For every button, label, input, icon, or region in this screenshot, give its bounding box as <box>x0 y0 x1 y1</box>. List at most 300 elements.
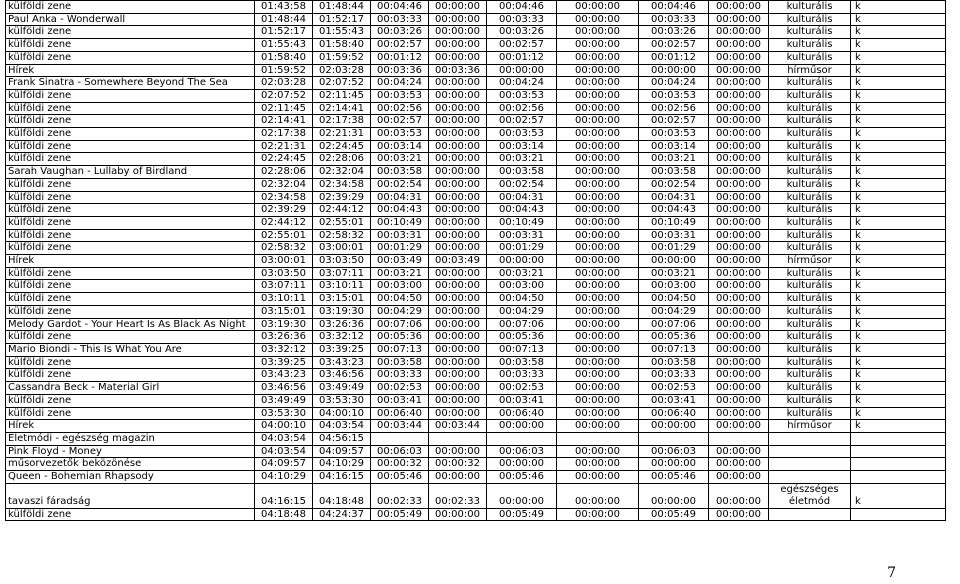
cell-category: kulturális <box>769 166 851 179</box>
cell-music-duration: 00:03:58 <box>487 356 557 369</box>
cell-category <box>769 458 851 471</box>
cell-end-time: 02:21:31 <box>313 128 371 141</box>
cell-music-duration: 00:02:54 <box>487 178 557 191</box>
cell-music-duration-2: 00:00:00 <box>639 420 709 433</box>
cell-category: kulturális <box>769 216 851 229</box>
cell-music-duration: 00:03:53 <box>487 89 557 102</box>
cell-category: hírműsor <box>769 64 851 77</box>
cell-news-duration: 00:00:00 <box>429 242 487 255</box>
cell-program-title: Frank Sinatra - Somewhere Beyond The Sea <box>6 77 255 90</box>
cell-news-duration: 00:03:36 <box>429 64 487 77</box>
cell-music-duration: 00:01:12 <box>487 51 557 64</box>
cell-duration: 00:03:21 <box>371 267 429 280</box>
cell-program-title: Életmódi - egészség magazin <box>6 432 255 445</box>
cell-end-time: 04:09:57 <box>313 445 371 458</box>
cell-other-duration: 00:00:00 <box>557 483 639 508</box>
cell-code: k <box>851 128 946 141</box>
table-row <box>6 26 946 39</box>
cell-duration: 00:03:31 <box>371 229 429 242</box>
cell-duration: 00:03:58 <box>371 166 429 179</box>
cell-start-time: 02:55:01 <box>255 229 313 242</box>
cell-end-time: 02:17:38 <box>313 115 371 128</box>
cell-program-title: külföldi zene <box>6 102 255 115</box>
cell-duration: 00:03:41 <box>371 394 429 407</box>
cell-other-duration-2: 00:00:00 <box>709 51 769 64</box>
cell-news-duration: 00:00:00 <box>429 166 487 179</box>
cell-music-duration: 00:00:00 <box>487 458 557 471</box>
cell-music-duration-2: 00:03:26 <box>639 26 709 39</box>
cell-start-time: 01:58:40 <box>255 51 313 64</box>
cell-program-title: Mario Biondi - This Is What You Are <box>6 343 255 356</box>
table-row <box>6 115 946 128</box>
cell-other-duration: 00:00:00 <box>557 216 639 229</box>
cell-start-time: 03:03:50 <box>255 267 313 280</box>
cell-music-duration-2: 00:01:12 <box>639 51 709 64</box>
cell-start-time: 04:10:29 <box>255 471 313 484</box>
cell-end-time: 03:00:01 <box>313 242 371 255</box>
cell-news-duration: 00:00:00 <box>429 394 487 407</box>
cell-news-duration: 00:00:00 <box>429 229 487 242</box>
cell-category: kulturális <box>769 242 851 255</box>
cell-music-duration: 00:04:29 <box>487 305 557 318</box>
cell-code <box>851 458 946 471</box>
cell-music-duration: 00:03:14 <box>487 140 557 153</box>
cell-duration: 00:03:14 <box>371 140 429 153</box>
cell-other-duration-2: 00:00:00 <box>709 356 769 369</box>
cell-news-duration: 00:03:49 <box>429 255 487 268</box>
cell-other-duration-2: 00:00:00 <box>709 445 769 458</box>
cell-start-time: 03:26:36 <box>255 331 313 344</box>
cell-category: kulturális <box>769 1 851 14</box>
cell-end-time: 02:34:58 <box>313 178 371 191</box>
cell-news-duration: 00:00:00 <box>429 204 487 217</box>
cell-music-duration-2: 00:03:33 <box>639 13 709 26</box>
table-row <box>6 51 946 64</box>
cell-code: k <box>851 356 946 369</box>
table-row <box>6 369 946 382</box>
cell-news-duration: 00:00:00 <box>429 471 487 484</box>
cell-end-time: 03:43:23 <box>313 356 371 369</box>
table-row <box>6 382 946 395</box>
cell-music-duration-2: 00:02:56 <box>639 102 709 115</box>
cell-start-time: 01:59:52 <box>255 64 313 77</box>
cell-news-duration: 00:00:00 <box>429 51 487 64</box>
cell-other-duration-2: 00:00:00 <box>709 64 769 77</box>
cell-other-duration-2: 00:00:00 <box>709 77 769 90</box>
cell-code: k <box>851 1 946 14</box>
cell-end-time: 01:59:52 <box>313 51 371 64</box>
cell-start-time: 01:55:43 <box>255 39 313 52</box>
cell-news-duration: 00:00:00 <box>429 318 487 331</box>
cell-end-time: 02:24:45 <box>313 140 371 153</box>
cell-other-duration-2: 00:00:00 <box>709 115 769 128</box>
cell-other-duration-2: 00:00:00 <box>709 267 769 280</box>
cell-music-duration-2: 00:03:58 <box>639 356 709 369</box>
table-row <box>6 166 946 179</box>
cell-end-time: 03:49:49 <box>313 382 371 395</box>
cell-music-duration-2: 00:06:03 <box>639 445 709 458</box>
cell-news-duration: 00:00:00 <box>429 178 487 191</box>
cell-music-duration: 00:10:49 <box>487 216 557 229</box>
cell-duration: 00:02:54 <box>371 178 429 191</box>
cell-end-time: 01:55:43 <box>313 26 371 39</box>
cell-music-duration-2: 00:04:29 <box>639 305 709 318</box>
cell-duration: 00:03:53 <box>371 128 429 141</box>
cell-start-time: 03:46:56 <box>255 382 313 395</box>
cell-code: k <box>851 178 946 191</box>
cell-music-duration-2: 00:03:33 <box>639 369 709 382</box>
cell-news-duration: 00:00:00 <box>429 115 487 128</box>
cell-start-time: 04:09:57 <box>255 458 313 471</box>
cell-other-duration-2: 00:00:00 <box>709 13 769 26</box>
cell-duration: 00:03:00 <box>371 280 429 293</box>
cell-start-time: 03:39:25 <box>255 356 313 369</box>
cell-music-duration-2: 00:03:31 <box>639 229 709 242</box>
cell-other-duration-2 <box>709 432 769 445</box>
cell-other-duration-2: 00:00:00 <box>709 89 769 102</box>
cell-other-duration: 00:00:00 <box>557 153 639 166</box>
cell-news-duration: 00:00:00 <box>429 39 487 52</box>
cell-code: k <box>851 293 946 306</box>
cell-other-duration: 00:00:00 <box>557 382 639 395</box>
cell-code: k <box>851 64 946 77</box>
cell-category <box>769 445 851 458</box>
cell-category: kulturális <box>769 115 851 128</box>
table-row <box>6 293 946 306</box>
cell-other-duration: 00:00:00 <box>557 26 639 39</box>
cell-music-duration-2: 00:07:06 <box>639 318 709 331</box>
cell-end-time: 03:10:11 <box>313 280 371 293</box>
cell-end-time: 02:28:06 <box>313 153 371 166</box>
cell-music-duration: 00:04:31 <box>487 191 557 204</box>
cell-news-duration: 00:00:00 <box>429 356 487 369</box>
cell-program-title: Cassandra Beck - Material Girl <box>6 382 255 395</box>
cell-other-duration: 00:00:00 <box>557 166 639 179</box>
cell-other-duration: 00:00:00 <box>557 89 639 102</box>
cell-other-duration-2: 00:00:00 <box>709 229 769 242</box>
cell-start-time: 03:19:30 <box>255 318 313 331</box>
cell-category: kulturális <box>769 293 851 306</box>
cell-other-duration: 00:00:00 <box>557 305 639 318</box>
cell-music-duration: 00:03:33 <box>487 13 557 26</box>
cell-category: kulturális <box>769 356 851 369</box>
cell-end-time: 03:32:12 <box>313 331 371 344</box>
cell-end-time: 04:03:54 <box>313 420 371 433</box>
cell-code: k <box>851 369 946 382</box>
cell-other-duration-2: 00:00:00 <box>709 153 769 166</box>
cell-news-duration: 00:00:00 <box>429 445 487 458</box>
cell-duration: 00:03:44 <box>371 420 429 433</box>
cell-program-title: külföldi zene <box>6 394 255 407</box>
cell-other-duration: 00:00:00 <box>557 178 639 191</box>
cell-music-duration-2: 00:05:49 <box>639 508 709 521</box>
cell-program-title: külföldi zene <box>6 369 255 382</box>
cell-duration: 00:02:33 <box>371 483 429 508</box>
cell-category: kulturális <box>769 280 851 293</box>
cell-music-duration: 00:01:29 <box>487 242 557 255</box>
cell-music-duration: 00:03:21 <box>487 267 557 280</box>
cell-program-title: külföldi zene <box>6 115 255 128</box>
cell-other-duration: 00:00:00 <box>557 458 639 471</box>
cell-category: kulturális <box>769 140 851 153</box>
cell-category: kulturális <box>769 77 851 90</box>
table-row <box>6 178 946 191</box>
cell-other-duration: 00:00:00 <box>557 280 639 293</box>
table-row <box>6 318 946 331</box>
cell-news-duration: 00:02:33 <box>429 483 487 508</box>
cell-code: k <box>851 382 946 395</box>
cell-code: k <box>851 204 946 217</box>
cell-duration <box>371 432 429 445</box>
cell-other-duration: 00:00:00 <box>557 242 639 255</box>
cell-other-duration-2: 00:00:00 <box>709 26 769 39</box>
cell-category: kulturális <box>769 394 851 407</box>
cell-program-title: Hírek <box>6 255 255 268</box>
cell-music-duration <box>487 432 557 445</box>
table-row <box>6 331 946 344</box>
cell-news-duration <box>429 432 487 445</box>
cell-music-duration: 00:03:31 <box>487 229 557 242</box>
cell-duration: 00:04:43 <box>371 204 429 217</box>
cell-code: k <box>851 305 946 318</box>
cell-program-title: külföldi zene <box>6 280 255 293</box>
cell-program-title: külföldi zene <box>6 508 255 521</box>
cell-category: hírműsor <box>769 420 851 433</box>
cell-code: k <box>851 26 946 39</box>
cell-end-time: 02:55:01 <box>313 216 371 229</box>
table-row <box>6 128 946 141</box>
cell-category: kulturális <box>769 153 851 166</box>
cell-code: k <box>851 267 946 280</box>
cell-program-title: külföldi zene <box>6 128 255 141</box>
cell-other-duration: 00:00:00 <box>557 369 639 382</box>
cell-news-duration: 00:00:00 <box>429 343 487 356</box>
cell-other-duration-2: 00:00:00 <box>709 102 769 115</box>
cell-music-duration-2: 00:04:31 <box>639 191 709 204</box>
cell-code: k <box>851 102 946 115</box>
cell-code: k <box>851 89 946 102</box>
cell-code: k <box>851 242 946 255</box>
cell-music-duration-2 <box>639 432 709 445</box>
cell-duration: 00:05:36 <box>371 331 429 344</box>
cell-other-duration-2: 00:00:00 <box>709 191 769 204</box>
cell-code: k <box>851 280 946 293</box>
cell-program-title: külföldi zene <box>6 305 255 318</box>
cell-duration: 00:00:32 <box>371 458 429 471</box>
cell-code: k <box>851 255 946 268</box>
cell-duration: 00:04:50 <box>371 293 429 306</box>
cell-other-duration: 00:00:00 <box>557 204 639 217</box>
cell-end-time: 04:16:15 <box>313 471 371 484</box>
cell-code: k <box>851 483 946 508</box>
cell-category: kulturális <box>769 26 851 39</box>
cell-duration: 00:03:53 <box>371 89 429 102</box>
cell-duration: 00:03:36 <box>371 64 429 77</box>
cell-end-time: 02:03:28 <box>313 64 371 77</box>
cell-duration: 00:03:33 <box>371 369 429 382</box>
cell-music-duration-2: 00:06:40 <box>639 407 709 420</box>
cell-duration: 00:10:49 <box>371 216 429 229</box>
cell-duration: 00:06:03 <box>371 445 429 458</box>
cell-other-duration-2: 00:00:00 <box>709 242 769 255</box>
cell-end-time: 03:53:30 <box>313 394 371 407</box>
cell-program-title: külföldi zene <box>6 216 255 229</box>
cell-start-time: 04:16:15 <box>255 483 313 508</box>
cell-other-duration: 00:00:00 <box>557 318 639 331</box>
cell-news-duration: 00:00:00 <box>429 369 487 382</box>
cell-program-title: külföldi zene <box>6 51 255 64</box>
cell-start-time: 02:21:31 <box>255 140 313 153</box>
cell-other-duration: 00:00:00 <box>557 420 639 433</box>
cell-other-duration-2: 00:00:00 <box>709 166 769 179</box>
cell-category: kulturális <box>769 369 851 382</box>
cell-other-duration: 00:00:00 <box>557 343 639 356</box>
cell-start-time: 04:03:54 <box>255 445 313 458</box>
cell-code: k <box>851 115 946 128</box>
cell-other-duration: 00:00:00 <box>557 51 639 64</box>
cell-program-title: külföldi zene <box>6 140 255 153</box>
cell-category: kulturális <box>769 89 851 102</box>
cell-code: k <box>851 140 946 153</box>
cell-music-duration: 00:03:26 <box>487 26 557 39</box>
cell-music-duration: 00:03:33 <box>487 369 557 382</box>
cell-music-duration: 00:04:50 <box>487 293 557 306</box>
cell-category: kulturális <box>769 102 851 115</box>
cell-end-time: 04:24:37 <box>313 508 371 521</box>
cell-program-title: Queen - Bohemian Rhapsody <box>6 471 255 484</box>
cell-program-title: tavaszi fáradság <box>6 483 255 508</box>
cell-news-duration: 00:00:00 <box>429 305 487 318</box>
cell-other-duration <box>557 432 639 445</box>
cell-other-duration: 00:00:00 <box>557 394 639 407</box>
cell-duration: 00:02:57 <box>371 39 429 52</box>
cell-music-duration-2: 00:02:57 <box>639 115 709 128</box>
table-row <box>6 229 946 242</box>
cell-other-duration: 00:00:00 <box>557 128 639 141</box>
cell-program-title: Hírek <box>6 64 255 77</box>
cell-music-duration: 00:00:00 <box>487 420 557 433</box>
table-row <box>6 140 946 153</box>
cell-music-duration-2: 00:03:58 <box>639 166 709 179</box>
table-row <box>6 420 946 433</box>
cell-duration: 00:02:57 <box>371 115 429 128</box>
cell-other-duration-2: 00:00:00 <box>709 318 769 331</box>
cell-news-duration: 00:00:00 <box>429 191 487 204</box>
cell-end-time: 02:39:29 <box>313 191 371 204</box>
cell-start-time: 03:32:12 <box>255 343 313 356</box>
cell-other-duration-2: 00:00:00 <box>709 128 769 141</box>
cell-end-time: 03:39:25 <box>313 343 371 356</box>
cell-other-duration-2: 00:00:00 <box>709 280 769 293</box>
cell-code: k <box>851 191 946 204</box>
cell-program-title: külföldi zene <box>6 331 255 344</box>
cell-program-title: külföldi zene <box>6 153 255 166</box>
cell-code: k <box>851 77 946 90</box>
cell-news-duration: 00:00:00 <box>429 26 487 39</box>
cell-other-duration-2: 00:00:00 <box>709 483 769 508</box>
cell-category: hírműsor <box>769 255 851 268</box>
cell-end-time: 02:11:45 <box>313 89 371 102</box>
cell-category <box>769 432 851 445</box>
cell-category: kulturális <box>769 13 851 26</box>
cell-duration: 00:04:31 <box>371 191 429 204</box>
cell-music-duration: 00:07:13 <box>487 343 557 356</box>
cell-duration: 00:02:56 <box>371 102 429 115</box>
cell-start-time: 01:48:44 <box>255 13 313 26</box>
cell-category: egészséges életmód <box>769 483 851 508</box>
cell-start-time: 03:15:01 <box>255 305 313 318</box>
cell-category: kulturális <box>769 229 851 242</box>
table-row <box>6 13 946 26</box>
cell-duration: 00:04:29 <box>371 305 429 318</box>
cell-duration: 00:07:13 <box>371 343 429 356</box>
cell-start-time: 01:52:17 <box>255 26 313 39</box>
cell-start-time: 02:39:29 <box>255 204 313 217</box>
cell-music-duration: 00:05:46 <box>487 471 557 484</box>
cell-program-title: külföldi zene <box>6 178 255 191</box>
cell-other-duration: 00:00:00 <box>557 191 639 204</box>
cell-program-title: külföldi zene <box>6 267 255 280</box>
table-row <box>6 343 946 356</box>
table-row <box>6 432 946 445</box>
cell-music-duration: 00:02:56 <box>487 102 557 115</box>
cell-other-duration-2: 00:00:00 <box>709 420 769 433</box>
cell-code: k <box>851 166 946 179</box>
cell-other-duration-2: 00:00:00 <box>709 255 769 268</box>
cell-music-duration: 00:02:57 <box>487 115 557 128</box>
cell-end-time: 02:58:32 <box>313 229 371 242</box>
cell-music-duration-2: 00:03:14 <box>639 140 709 153</box>
cell-other-duration: 00:00:00 <box>557 356 639 369</box>
cell-other-duration-2: 00:00:00 <box>709 216 769 229</box>
cell-other-duration: 00:00:00 <box>557 255 639 268</box>
cell-other-duration-2: 00:00:00 <box>709 305 769 318</box>
cell-duration: 00:03:26 <box>371 26 429 39</box>
cell-end-time: 02:44:12 <box>313 204 371 217</box>
table-row <box>6 216 946 229</box>
cell-other-duration-2: 00:00:00 <box>709 382 769 395</box>
table-row <box>6 356 946 369</box>
cell-other-duration-2: 00:00:00 <box>709 39 769 52</box>
cell-end-time: 03:03:50 <box>313 255 371 268</box>
cell-start-time: 04:18:48 <box>255 508 313 521</box>
table-row <box>6 483 946 508</box>
cell-other-duration-2: 00:00:00 <box>709 458 769 471</box>
cell-program-title: Melody Gardot - Your Heart Is As Black As Night <box>6 318 255 331</box>
cell-music-duration-2: 00:05:46 <box>639 471 709 484</box>
cell-start-time: 03:53:30 <box>255 407 313 420</box>
cell-music-duration-2: 00:03:21 <box>639 153 709 166</box>
cell-end-time: 03:46:56 <box>313 369 371 382</box>
cell-music-duration-2: 00:03:00 <box>639 280 709 293</box>
cell-music-duration-2: 00:03:53 <box>639 89 709 102</box>
cell-news-duration: 00:00:00 <box>429 13 487 26</box>
cell-code: k <box>851 343 946 356</box>
cell-news-duration: 00:00:00 <box>429 331 487 344</box>
cell-duration: 00:04:24 <box>371 77 429 90</box>
cell-other-duration-2: 00:00:00 <box>709 204 769 217</box>
cell-other-duration-2: 00:00:00 <box>709 178 769 191</box>
table-body <box>6 1 946 521</box>
cell-music-duration: 00:05:49 <box>487 508 557 521</box>
cell-music-duration-2: 00:00:00 <box>639 458 709 471</box>
cell-program-title: külföldi zene <box>6 229 255 242</box>
cell-other-duration: 00:00:00 <box>557 64 639 77</box>
cell-other-duration: 00:00:00 <box>557 331 639 344</box>
cell-category: kulturális <box>769 39 851 52</box>
cell-duration: 00:01:29 <box>371 242 429 255</box>
table-row <box>6 102 946 115</box>
